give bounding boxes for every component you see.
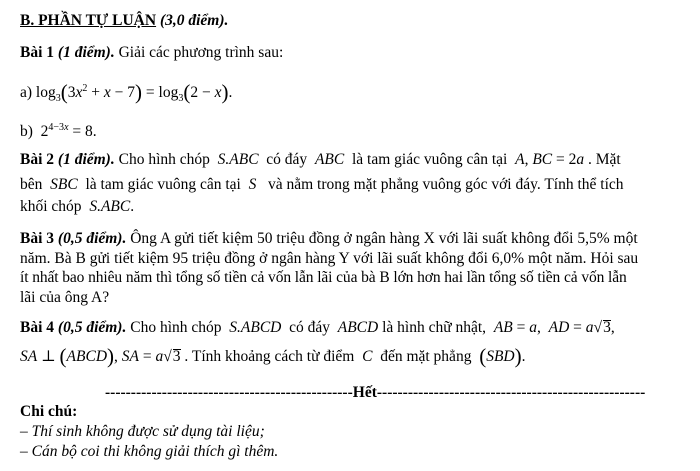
equation-b: $2^{4-3x} = 8$. [36,122,97,141]
bai2-title: Bài 2 [20,151,55,168]
bai2-text-1: Cho hình chóp [118,151,210,168]
bai4-text-1: Cho hình chóp [130,319,222,336]
note-2: – Cán bộ coi thi không giải thích gì thêm. [20,443,279,460]
bai1-text: Giải các phương trình sau: [118,44,284,61]
bai4-text-5: đến mặt phẳng [380,348,472,365]
math-s: S [244,176,265,193]
bai3-text-1: Ông A gửi tiết kiệm 50 triệu đồng ở ngân hàng X với lãi suất không đổi 5,5% một [130,230,638,247]
math-sbc: SBC [46,176,82,193]
bai3-points: (0,5 điểm). [57,230,127,247]
math-sabcd: S.ABCD [225,319,286,336]
bai4-text-2: có đáy [289,319,330,336]
math-ab-ad: AB = a, AD = a√3, [493,319,615,336]
bai2-line3: khối chóp S.ABC. [20,198,135,215]
section-points: (3,0 điểm). [159,12,229,29]
bai4-text-4: . Tính khoảng cách từ điểm [184,348,355,365]
bai4-line2 [20,346,526,367]
bai3-text-2: năm. Bà B gửi tiết kiệm 95 triệu đồng ở ngân hàng Y với lãi suất không đổi 6,0% một năm. Hỏi sau [20,250,639,267]
bai3-text-4: lãi của ông A? [20,289,110,306]
dashes-right: ---------------------------------------------------- [376,384,646,401]
math-c: C [358,348,377,365]
math-abc: ABC [311,151,349,168]
bai4-text-3: là hình chữ nhật, [382,319,487,336]
bai2-text-4: . Mặt [588,151,621,168]
bai1-part-a [20,79,232,109]
bai3-line1 [20,229,638,249]
bai3-line2 [20,249,638,269]
equation-a: $\log_3(3x^2 + x - 7) = \log_3(2 - x)$. [35,80,233,105]
math-sabc: S.ABC [213,151,263,168]
bai3-line4 [20,288,109,308]
bai2-text-6: là tam giác vuông cân tại [85,176,241,193]
bai2-text-2: có đáy [266,151,308,168]
math-sbd: (SBD). [479,344,526,368]
bai2-points: (1 điểm). [57,151,115,168]
bai2-line2 [20,175,624,195]
bai4-line1 [20,318,615,338]
math-a-bc: A, BC = 2a [515,151,585,168]
bai1-title: Bài 1 [20,44,55,61]
bai1-part-b [20,118,97,142]
bai1-a-label: a) [20,84,33,102]
bai1-heading [20,43,283,63]
bai2-text-7: và nằm trong mặt phẳng vuông góc với đáy. Tính thể tích [267,176,624,193]
bai2-line1 [20,150,621,170]
bai3-line3 [20,268,627,288]
section-label: B. PHẦN TỰ LUẬN [20,12,157,29]
bai3-title: Bài 3 [20,230,55,247]
bai2-text-3: là tam giác vuông cân tại [351,151,508,168]
bai2-text-5: bên [20,176,43,193]
bai1-b-label: b) [20,123,33,141]
bai1-points: (1 điểm). [57,44,115,61]
note-1: – Thí sinh không được sử dụng tài liệu; [20,423,265,440]
end-mark: Hết [352,384,377,401]
bai4-title: Bài 4 [20,319,55,336]
math-sabc-2: S.ABC [85,198,131,215]
bai2-text-8: khối chóp [20,198,82,215]
math-abcd: ABCD [333,319,379,336]
math-perp: SA ⊥ (ABCD), SA = a√3 [20,344,181,368]
end-divider [105,384,646,402]
bai4-points: (0,5 điểm). [57,319,127,336]
dashes-left: ------------------------------------------------ [105,384,353,401]
bai3-text-3: ít nhất bao nhiêu năm thì tổng số tiền cả vốn lẫn lãi của bà B lớn hơn hai lần tổng số tiền cả vốn lẫn [20,269,627,286]
note-title: Chi chú: [20,403,78,420]
section-header [20,11,228,31]
